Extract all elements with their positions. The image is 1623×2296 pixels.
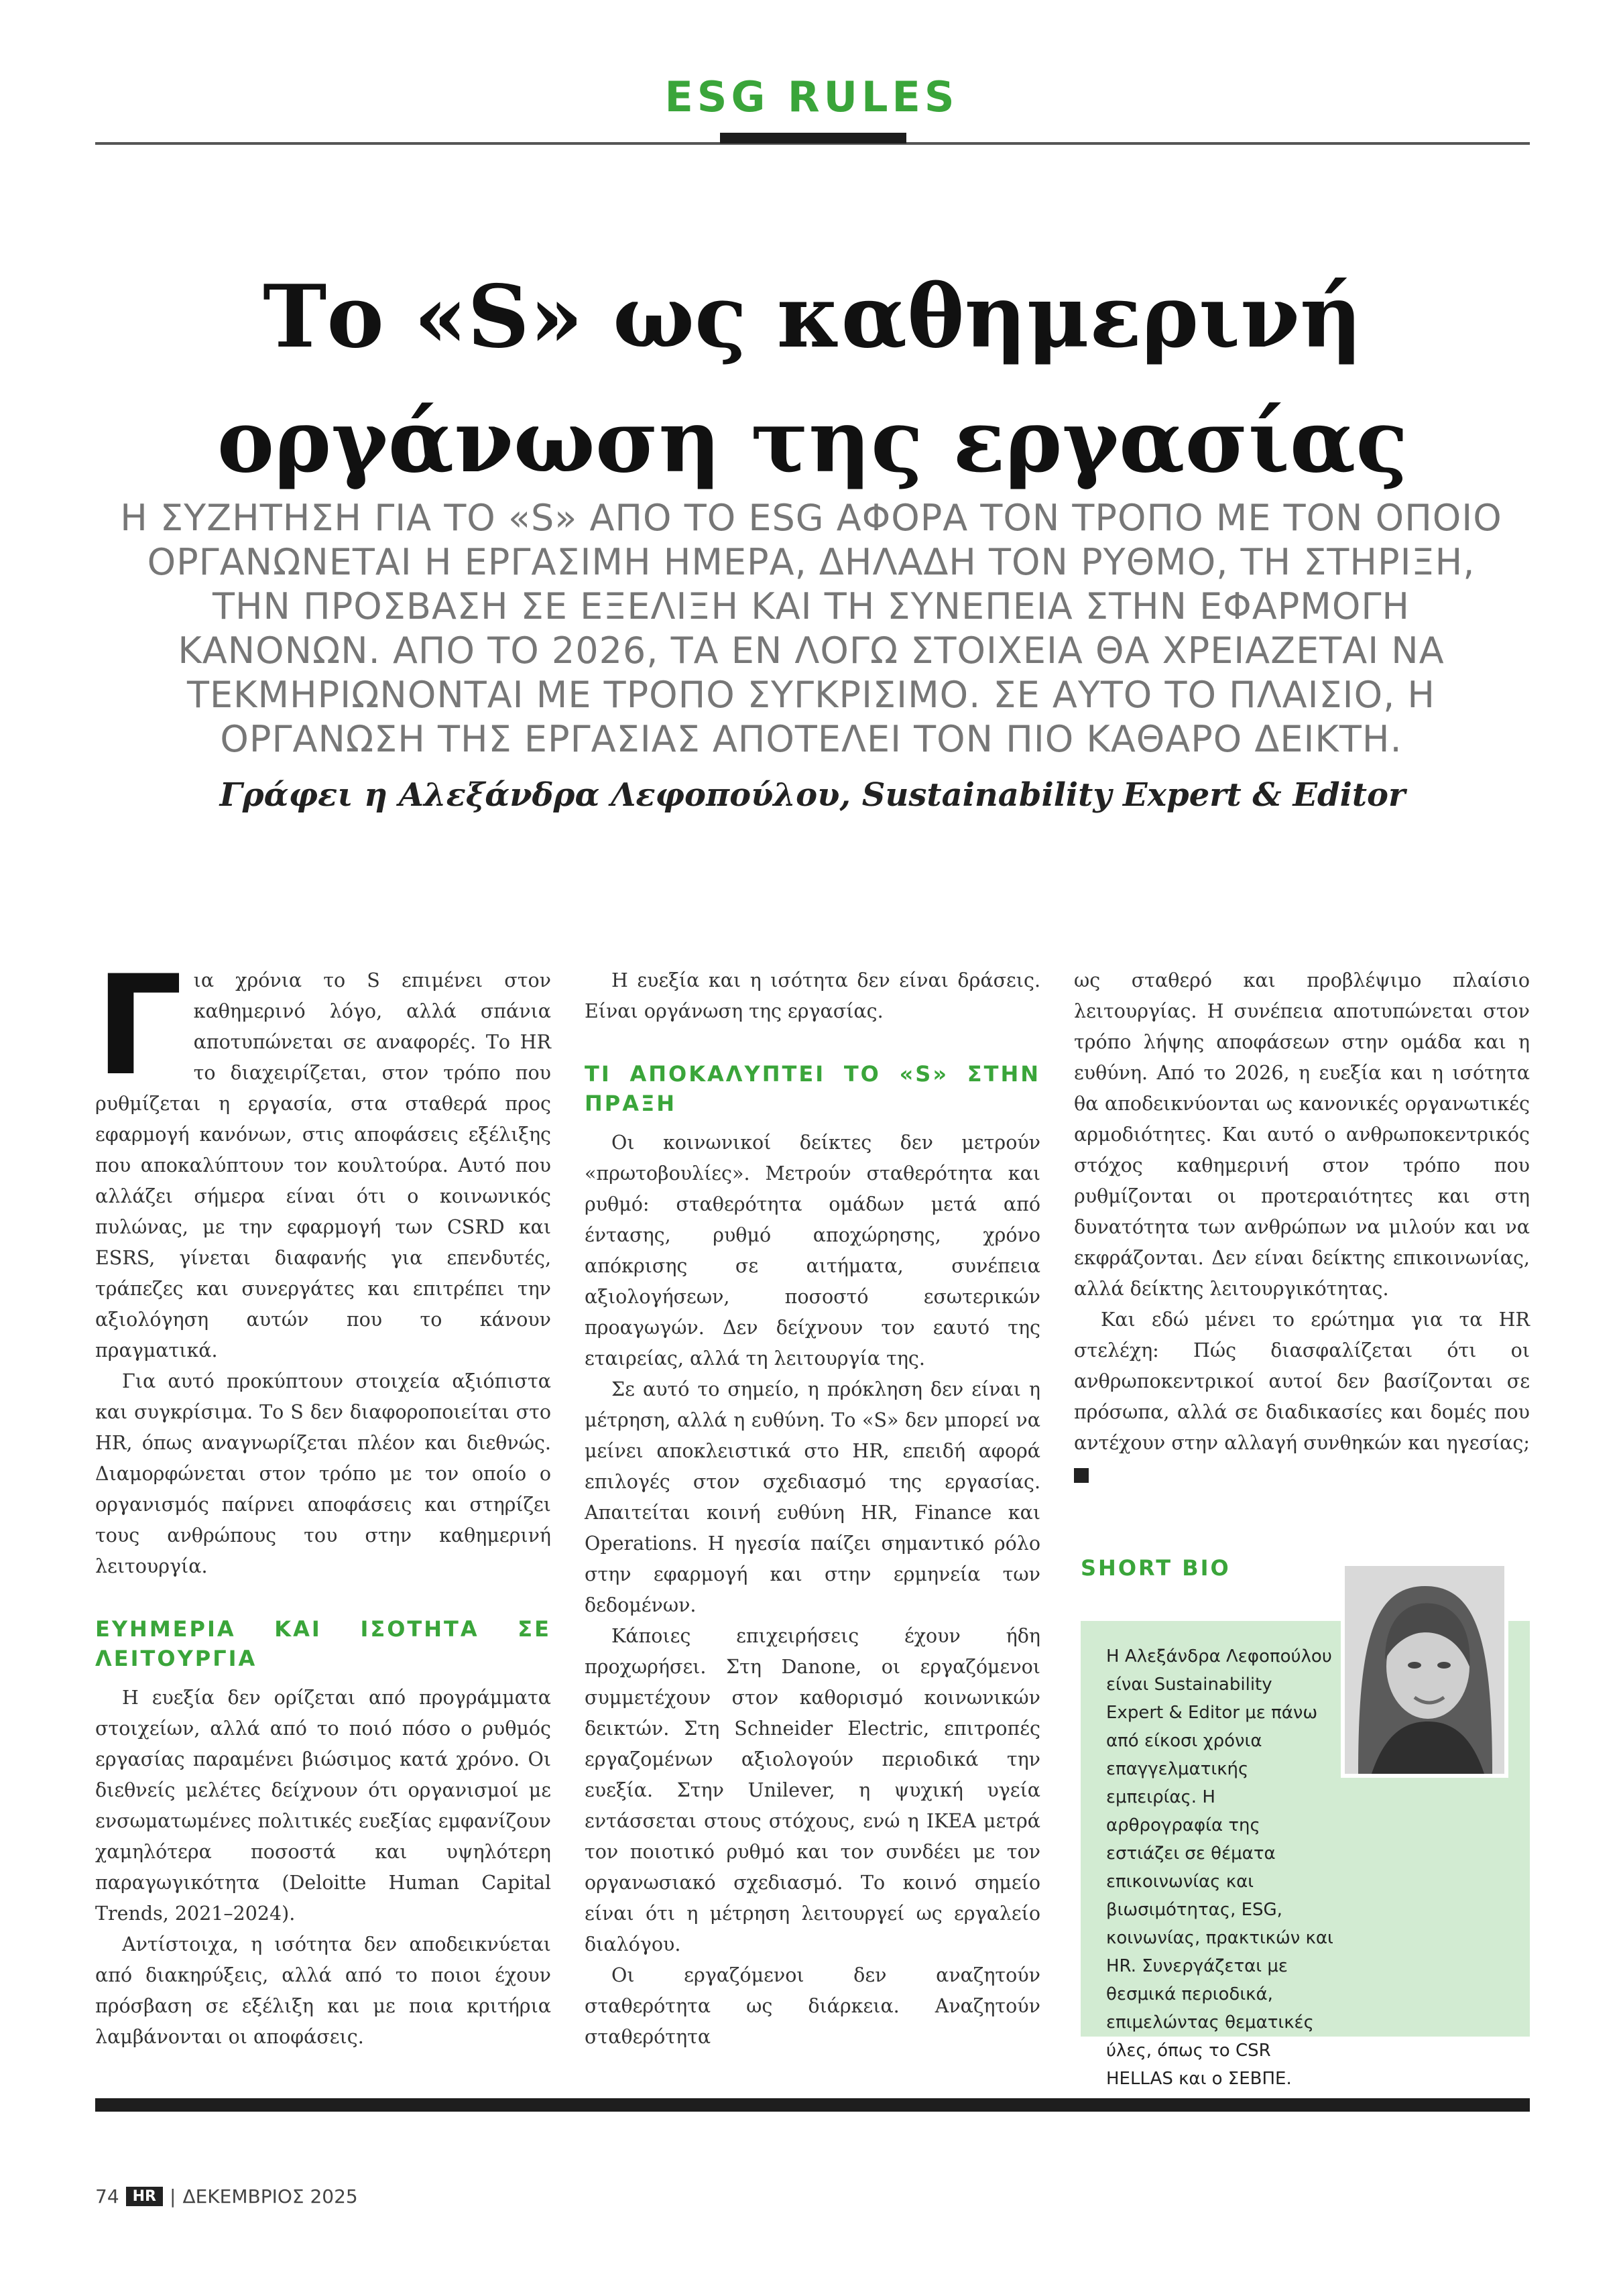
paragraph [1074, 1305, 1530, 1490]
bio-label: SHORT BIO [1081, 1555, 1231, 1581]
subheading: ΤΙ ΑΠΟΚΑΛΥΠΤΕΙ ΤΟ «S» ΣΤΗΝ ΠΡΑΞΗ [585, 1061, 1040, 1116]
article-title [95, 255, 1530, 504]
paragraph: Σε αυτό το σημείο, η πρόκληση δεν είναι η μέτρηση, αλλά η ευθύνη. Το «S» δεν μπορεί να μείνει αποκλειστικά στο HR, επειδή αφορά επιλογές στον σχεδιασμό της εργασίας. Απαιτείται κοινή ευθύνη HR, Finance και Operations. Η ηγεσία παίζει σημαντικό ρόλο στην εφαρμογή και στην ερμηνεία των δεδομένων. [585, 1378, 1040, 1616]
paragraph: Οι κοινωνικοί δείκτες δεν μετρούν «πρωτοβουλίες». Μετρούν σταθερότητα και ρυθμό: σταθερότητα ομάδων μετά από έντασης, ρυθμό αποχώρησης, χρόνο απόκρισης σε αιτήματα, συνέπεια αξιολογήσεων, ποσοστό εσωτερικών προαγωγών. Δεν δείχνουν τον εαυτό της εταιρείας, αλλά τη λειτουργία της. [585, 1132, 1040, 1370]
header-rule-tab [720, 133, 906, 143]
subheading: ΕΥΗΜΕΡΙΑ ΚΑΙ ΙΣΟΤΗΤΑ ΣΕ ΛΕΙΤΟΥΡΓΙΑ [95, 1616, 551, 1671]
bio-paragraph: Η Αλεξάνδρα Λεφοπούλου είναι Sustainability Expert & Editor με πάνω από είκοσι χρόνια επαγγελματικής εμπειρίας. Η αρθρογραφία της εστιάζει σε θέματα επικοινωνίας και βιωσιμότητας, ESG, κοινωνίας, πρακτικών και HR. Συνεργάζεται με θεσμικά περιοδικά, επιμελώντας θεματικές ύλες, όπως το CSR HELLAS και ο ΣΕΒΠΕ. [1106, 1646, 1333, 2089]
paragraph: Για αυτό προκύπτουν στοιχεία αξιόπιστα και συγκρίσιμα. Το S δεν διαφοροποιείται στο HR, όπως αναγνωρίζεται πλέον και διεθνώς. Διαμορφώνεται στον τρόπο με τον οποίο ο οργανισμός παίρνει αποφάσεις και στηρίζει τους ανθρώπους του στην καθημερινή λειτουργία. [95, 1370, 551, 1577]
issue-date: ΔΕΚΕΜΒΡΙΟΣ 2025 [182, 2185, 358, 2208]
paragraph: ως σταθερό και προβλέψιμο πλαίσιο λειτουργίας. Η συνέπεια αποτυπώνεται στον τρόπο λήψης αποφάσεων στην ομάδα και η ευθύνη. Από το 2026, η ευεξία και η ισότητα θα αποδεικνύονται ως κανονικές οργανωτικές αρμοδιότητες. Και αυτό ο ανθρωποκεντρικός στόχος καθημερινή στον τρόπο που ρυθμίζονται οι προτεραιότητες και στη δυνατότητα των ανθρώπων να μιλούν και να εκφράζονται. Δεν είναι δείκτης επικοινωνίας, αλλά δείκτης λειτουργικότητας. [1074, 969, 1530, 1300]
folio [95, 2185, 358, 2208]
paragraph: Αντίστοιχα, η ισότητα δεν αποδεικνύεται από διακηρύξεις, αλλά από το ποιοι έχουν πρόσβαση σε εξέλιξη και με ποια κριτήρια λαμβάνονται οι αποφάσεις. [95, 1933, 551, 2048]
drop-cap: Γ [95, 947, 183, 1106]
column-3 [1074, 965, 1530, 1490]
footer-rule [95, 2098, 1530, 2112]
column-2 [585, 965, 1040, 2053]
paragraph: Οι εργαζόμενοι δεν αναζητούν σταθερότητα ως διάρκεια. Αναζητούν σταθερότητα [585, 1964, 1040, 2048]
magazine-logo: HR [126, 2187, 163, 2206]
article-deck: Η ΣΥΖΗΤΗΣΗ ΓΙΑ ΤΟ «S» ΑΠΟ ΤΟ ESG ΑΦΟΡΑ ΤΟΝ ΤΡΟΠΟ ΜΕ ΤΟΝ ΟΠΟΙΟ ΟΡΓΑΝΩΝΕΤΑΙ Η ΕΡΓΑΣΙΜΗ ΗΜΕΡΑ, ΔΗΛΑΔΗ ΤΟΝ ΡΥΘΜΟ, ΤΗ ΣΤΗΡΙΞΗ, ΤΗΝ ΠΡΟΣΒΑΣΗ ΣΕ ΕΞΕΛΙΞΗ ΚΑΙ ΤΗ ΣΥΝΕΠΕΙΑ ΣΤΗΝ ΕΦΑΡΜΟΓΗ ΚΑΝΟΝΩΝ. ΑΠΟ ΤΟ 2026, ΤΑ ΕΝ ΛΟΓΩ ΣΤΟΙΧΕΙΑ ΘΑ ΧΡΕΙΑΖΕΤΑΙ ΝΑ ΤΕΚΜΗΡΙΩΝΟΝΤΑΙ ΜΕ ΤΡΟΠΟ ΣΥΓΚΡΙΣΙΜΟ. ΣΕ ΑΥΤΟ ΤΟ ΠΛΑΙΣΙΟ, Η ΟΡΓΑΝΩΣΗ ΤΗΣ ΕΡΓΑΣΙΑΣ ΑΠΟΤΕΛΕΙ ΤΟΝ ΠΙΟ ΚΑΘΑΡΟ ΔΕΙΚΤΗ. [120, 497, 1502, 760]
paragraph-text: Και εδώ μένει το ερώτημα για τα HR στελέχη: Πώς διασφαλίζεται ότι οι ανθρωποκεντρικοί αυτοί δεν βασίζονται σε πρόσωπα, αλλά σε διαδικασίες και δομές που αντέχουν στην αλλαγή συνθηκών και ηγεσίας; [1074, 1309, 1530, 1454]
page-number: 74 [95, 2185, 119, 2208]
column-1 [95, 947, 551, 2053]
section-tag: ESG RULES [664, 72, 959, 121]
title-line-2: οργάνωση της εργασίας [217, 391, 1408, 492]
paragraph [95, 947, 551, 1366]
folio-separator: | [170, 2185, 176, 2208]
author-photo [1341, 1562, 1508, 1778]
title-line-1: Το «S» ως καθημερινή [263, 267, 1362, 367]
paragraph: Η ευεξία και η ισότητα δεν είναι δράσεις. Είναι οργάνωση της εργασίας. [585, 969, 1040, 1022]
end-mark-icon [1074, 1468, 1089, 1483]
portrait-image [1345, 1566, 1504, 1774]
paragraph-text: ια χρόνια το S επιμένει στον καθημερινό λόγο, αλλά σπάνια αποτυπώνεται σε αναφορές. Το HR το διαχειρίζεται, στον τρόπο που ρυθμίζεται η εργασία, στα σταθερά προς εφαρμογή κανόνων, στις αποφάσεις εξέλιξης που αποκαλύπτουν τον κουλτούρα. Αυτό που αλλάζει σήμερα είναι ότι ο κοινωνικός πυλώνας, με την εφαρμογή των CSRD και ESRS, γίνεται διαφανής για επενδυτές, τράπεζες και συνεργάτες και επιτρέπει την αξιολόγηση αυτών που το κάνουν πραγματικά. [95, 969, 551, 1362]
byline: Γράφει η Αλεξάνδρα Λεφοπούλου, Sustainability Expert & Editor [219, 776, 1406, 814]
paragraph: Η ευεξία δεν ορίζεται από προγράμματα στοιχείων, αλλά από το ποιό πόσο ο ρυθμός εργασίας παραμένει βιώσιμος κατά χρόνο. Οι διεθνείς μελέτες δείχνουν ότι οργανισμοί με ενσωματωμένες πολιτικές ευεξίας εμφανίζουν χαμηλότερα ποσοστά και υψηλότερη παραγωγικότητα (Deloitte Human Capital Trends, 2021–2024). [95, 1687, 551, 1925]
paragraph: Κάποιες επιχειρήσεις έχουν ήδη προχωρήσει. Στη Danone, οι εργαζόμενοι συμμετέχουν στον καθορισμό κοινωνικών δεικτών. Στη Schneider Electric, επιτροπές εργαζομένων αξιολογούν περιοδικά την ευεξία. Στην Unilever, η ψυχική υγεία εντάσσεται στους στόχους, ενώ η IKEA μετρά τον ποιοτικό ρυθμό και τον συνδέει με τον οργανωσιακό σχεδιασμό. Το κοινό σημείο είναι ότι η μέτρηση λειτουργεί ως εργαλείο διαλόγου. [585, 1625, 1040, 1955]
